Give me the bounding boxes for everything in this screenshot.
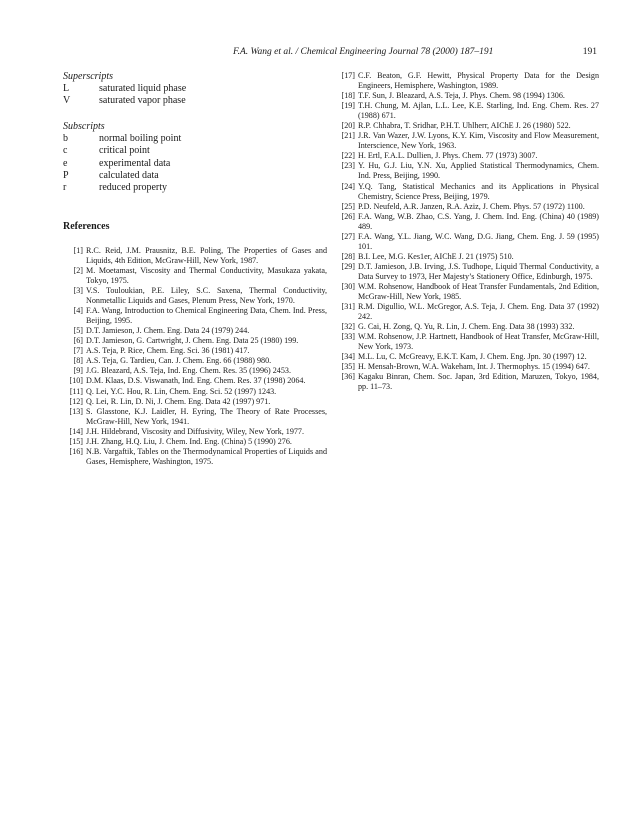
reference-number: [10]: [69, 376, 83, 386]
subscripts-list: [63, 133, 327, 195]
reference-entry: [336, 91, 599, 101]
reference-number: [3]: [73, 286, 83, 296]
reference-number: [34]: [341, 352, 355, 362]
reference-number: [12]: [69, 396, 83, 406]
superscripts-heading: Superscripts: [63, 71, 113, 82]
reference-text: Y. Hu, G.J. Liu, Y.N. Xu, Applied Statistical Thermodynamics, Chem. Ind. Press, Beijing, 1990.: [358, 161, 599, 181]
reference-text: Kagaku Binran, Chem. Soc. Japan, 3rd Edition, Maruzen, Tokyo, 1984, pp. 11–73.: [358, 372, 599, 392]
reference-entry: [63, 397, 327, 407]
reference-number: [16]: [69, 446, 83, 456]
reference-text: M.L. Lu, C. McGreavy, E.K.T. Kam, J. Chem. Eng. Jpn. 30 (1997) 12.: [358, 352, 587, 362]
reference-number: [6]: [73, 336, 83, 346]
reference-number: [5]: [73, 326, 83, 336]
symbol: b: [63, 132, 68, 144]
subscripts-heading: Subscripts: [63, 120, 105, 132]
reference-text: B.I. Lee, M.G. Kes1er, AIChE J. 21 (1975) 510.: [358, 251, 514, 261]
reference-number: [17]: [341, 71, 355, 80]
reference-text: W.M. Rohsenow, Handbook of Heat Transfer Fundamentals, 2nd Edition, McGraw-Hill, New York, 1985.: [358, 281, 599, 302]
reference-entry: [63, 376, 327, 386]
reference-text: C.F. Beaton, G.F. Hewitt, Physical Property Data for the Design Engineers, Hemisphere, Washington, 1989.: [358, 71, 599, 91]
reference-number: [9]: [73, 366, 83, 376]
reference-entry: [336, 131, 599, 151]
symbol-description: saturated vapor phase: [99, 95, 186, 107]
reference-text: D.T. Jamieson, G. Cartwright, J. Chem. Eng. Data 25 (1980) 199.: [86, 336, 299, 346]
reference-entry: [336, 352, 599, 362]
reference-entry: [336, 212, 599, 232]
reference-number: [8]: [73, 356, 83, 366]
superscript-row: [63, 95, 327, 107]
reference-text: J.H. Zhang, H.Q. Liu, J. Chem. Ind. Eng. (China) 5 (1990) 276.: [86, 436, 292, 446]
reference-entry: [63, 437, 327, 447]
journal-citation: F.A. Wang et al. / Chemical Engineering Journal 78 (2000) 187–191: [233, 47, 494, 57]
reference-entry: [336, 262, 599, 282]
reference-number: [22]: [341, 151, 355, 161]
references-heading: References: [63, 220, 110, 232]
symbol-description: experimental data: [99, 157, 171, 169]
reference-number: [25]: [341, 201, 355, 211]
reference-number: [23]: [341, 161, 355, 171]
left-column: [63, 71, 327, 467]
symbol: V: [63, 95, 71, 107]
reference-number: [14]: [69, 426, 83, 436]
running-header: [75, 47, 597, 61]
reference-text: V.S. Touloukian, P.E. Liley, S.C. Saxena, Thermal Conductivity, Nonmetallic Liquids and Gases, Plenum Press, New York, 1970.: [86, 286, 327, 306]
symbol-description: saturated liquid phase: [99, 83, 187, 94]
reference-entry: [336, 202, 599, 212]
reference-entry: [336, 322, 599, 332]
reference-entry: [63, 447, 327, 467]
reference-entry: [63, 346, 327, 356]
symbol: r: [63, 182, 67, 194]
subscript-row: [63, 133, 327, 145]
reference-number: [32]: [341, 322, 355, 332]
reference-entry: [336, 232, 599, 252]
reference-text: T.F. Sun, J. Bleazard, A.S. Teja, J. Phys. Chem. 98 (1994) 1306.: [358, 91, 565, 101]
reference-text: S. Glasstone, K.J. Laidler, H. Eyring, The Theory of Rate Processes, McGraw-Hill, New York, 1941.: [86, 406, 327, 426]
reference-entry: [336, 121, 599, 131]
reference-number: [19]: [341, 101, 355, 111]
reference-number: [7]: [73, 346, 83, 356]
reference-entry: [63, 336, 327, 346]
reference-text: J.R. Van Wazer, J.W. Lyons, K.Y. Kim, Viscosity and Flow Measurement, Interscience, New York, 1963.: [358, 131, 599, 151]
references-list-right: [336, 71, 599, 393]
reference-entry: [63, 266, 327, 286]
reference-entry: [336, 252, 599, 262]
subscript-row: [63, 145, 327, 157]
reference-number: [24]: [341, 181, 355, 191]
reference-text: N.B. Vargaftik, Tables on the Thermodynamical Properties of Liquids and Gases, Hemisphere, Washington, 1975.: [86, 446, 327, 466]
reference-entry: [336, 71, 599, 91]
reference-number: [27]: [341, 231, 355, 241]
reference-text: R.C. Reid, J.M. Prausnitz, B.E. Poling, The Properties of Gases and Liquids, 4th Edition, McGraw-Hill, New York, 1987.: [86, 245, 327, 265]
reference-text: Q. Lei, Y.C. Hou, R. Lin, Chem. Eng. Sci. 52 (1997) 1243.: [86, 386, 277, 396]
reference-text: Y.Q. Tang, Statistical Mechanics and its Applications in Physical Chemistry, Science Press, Beijing, 1979.: [358, 181, 599, 201]
reference-entry: [336, 372, 599, 392]
reference-entry: [63, 427, 327, 437]
reference-text: M. Moetamast, Viscosity and Thermal Conductivity, Masukaza yakata, Tokyo, 1975.: [86, 265, 327, 285]
reference-entry: [63, 286, 327, 306]
reference-entry: [336, 161, 599, 181]
reference-text: F.A. Wang, Y.L. Jiang, W.C. Wang, D.G. Jiang, Chem. Eng. J. 59 (1995) 101.: [358, 231, 599, 251]
reference-number: [2]: [73, 265, 83, 275]
reference-text: D.M. Klaas, D.S. Viswanath, Ind. Eng. Chem. Res. 37 (1998) 2064.: [86, 376, 306, 386]
reference-entry: [63, 366, 327, 376]
reference-number: [26]: [341, 211, 355, 221]
symbol: L: [63, 83, 70, 94]
reference-entry: [63, 306, 327, 326]
reference-text: A.S. Teja, P. Rice, Chem. Eng. Sci. 36 (1981) 417.: [86, 346, 250, 356]
symbol: P: [63, 170, 69, 182]
superscripts-list: [63, 83, 327, 108]
reference-entry: [63, 246, 327, 266]
references-list-left: [63, 246, 327, 467]
symbol-description: critical point: [99, 145, 150, 157]
reference-entry: [63, 326, 327, 336]
page-number: 191: [582, 47, 597, 57]
reference-text: R.P. Chhabra, T. Sridhar, P.H.T. Uhlherr, AIChE J. 26 (1980) 522.: [358, 121, 571, 131]
symbol-description: normal boiling point: [99, 132, 182, 144]
symbol-description: calculated data: [99, 170, 159, 182]
reference-entry: [336, 151, 599, 161]
symbol-description: reduced property: [99, 182, 168, 194]
reference-number: [11]: [69, 386, 83, 396]
reference-number: [36]: [341, 372, 355, 382]
reference-entry: [336, 332, 599, 352]
reference-entry: [336, 362, 599, 372]
reference-number: [21]: [341, 131, 355, 141]
reference-text: D.T. Jamieson, J. Chem. Eng. Data 24 (1979) 244.: [86, 326, 250, 336]
reference-text: H. Mensah-Brown, W.A. Wakeham, Int. J. Thermophys. 15 (1994) 647.: [358, 362, 590, 372]
reference-number: [18]: [341, 91, 355, 101]
reference-text: P.D. Neufeld, A.R. Janzen, R.A. Aziz, J. Chem. Phys. 57 (1972) 1100.: [358, 201, 585, 211]
subscript-row: [63, 158, 327, 170]
reference-text: H. Ertl, F.A.L. Dullien, J. Phys. Chem. 77 (1973) 3007.: [358, 151, 538, 161]
reference-entry: [336, 302, 599, 322]
reference-number: [30]: [341, 281, 355, 291]
reference-text: G. Cai, H. Zong, Q. Yu, R. Lin, J. Chem. Eng. Data 38 (1993) 332.: [358, 322, 575, 332]
symbol: c: [63, 145, 68, 157]
reference-number: [20]: [341, 121, 355, 131]
reference-number: [4]: [73, 306, 83, 316]
reference-number: [33]: [341, 332, 355, 342]
reference-number: [13]: [69, 406, 83, 416]
reference-number: [15]: [69, 436, 83, 446]
subscript-row: [63, 182, 327, 194]
reference-entry: [336, 182, 599, 202]
symbol: e: [63, 157, 68, 169]
reference-text: D.T. Jamieson, J.B. Irving, J.S. Tudhope, Liquid Thermal Conductivity, a Data Survey to 1973, Her Majesty’s Stationery Office, Edinburgh, 1975.: [358, 261, 599, 281]
reference-text: R.M. Digullio, W.L. McGregor, A.S. Teja, J. Chem. Eng. Data 37 (1992) 242.: [358, 302, 599, 322]
reference-text: F.A. Wang, Introduction to Chemical Engineering Data, Chem. Ind. Press, Beijing, 1995.: [86, 306, 327, 326]
superscript-row: [63, 83, 327, 95]
reference-text: J.H. Hildebrand, Viscosity and Diffusivity, Wiley, New York, 1977.: [86, 426, 305, 436]
reference-text: J.G. Bleazard, A.S. Teja, Ind. Eng. Chem. Res. 35 (1996) 2453.: [86, 366, 291, 376]
reference-entry: [63, 407, 327, 427]
reference-number: [29]: [341, 261, 355, 271]
subscript-row: [63, 170, 327, 182]
reference-text: W.M. Rohsenow, J.P. Hartnett, Handbook of Heat Transfer, McGraw-Hill, New York, 1973.: [358, 332, 599, 352]
right-column: [336, 71, 599, 393]
reference-entry: [336, 101, 599, 121]
reference-text: Q. Lei, R. Lin, D. Ni, J. Chem. Eng. Data 42 (1997) 971.: [86, 396, 271, 406]
reference-entry: [63, 356, 327, 366]
reference-number: [28]: [341, 251, 355, 261]
reference-number: [35]: [341, 362, 355, 372]
reference-text: F.A. Wang, W.B. Zhao, C.S. Yang, J. Chem. Ind. Eng. (China) 40 (1989) 489.: [358, 211, 599, 231]
reference-number: [31]: [341, 302, 355, 312]
reference-entry: [336, 282, 599, 302]
reference-text: T.H. Chung, M. Ajlan, L.L. Lee, K.E. Starling, Ind. Eng. Chem. Res. 27 (1988) 671.: [358, 101, 599, 121]
reference-entry: [63, 387, 327, 397]
reference-text: A.S. Teja, G. Tardieu, Can. J. Chem. Eng. 66 (1988) 980.: [86, 356, 272, 366]
reference-number: [1]: [73, 245, 83, 255]
